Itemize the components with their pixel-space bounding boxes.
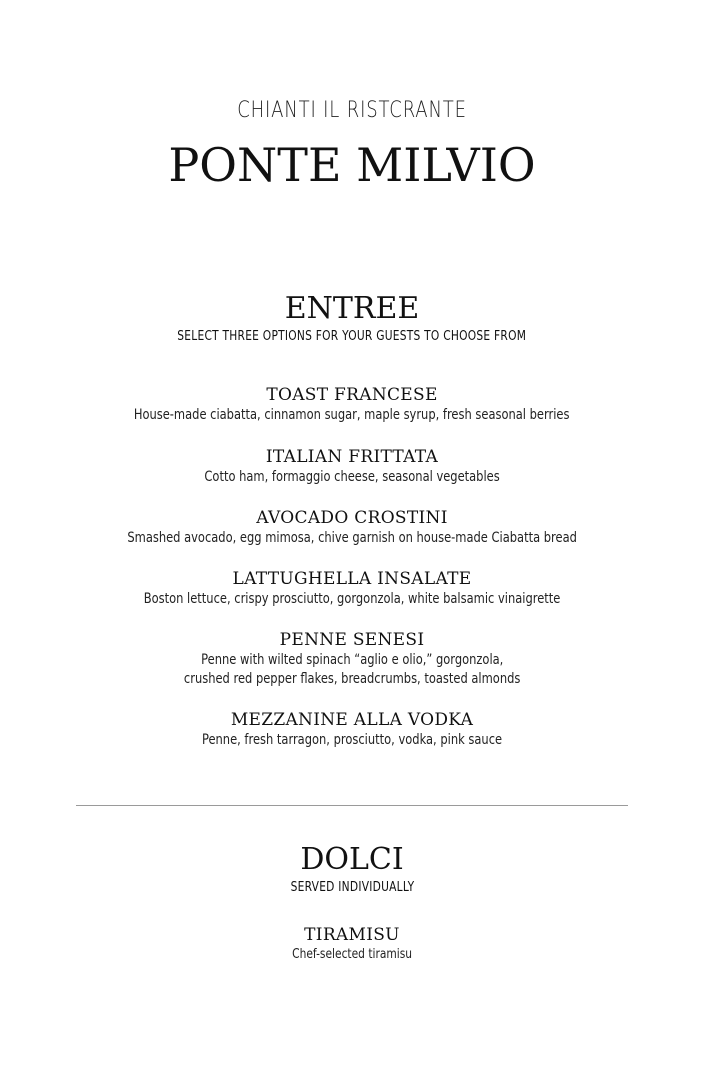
entree-note: SELECT THREE OPTIONS FOR YOUR GUESTS TO CHOOSE FROM	[177, 329, 527, 344]
menu-item-description: Penne with wilted spinach “aglio e olio,” gorgonzola,	[200, 652, 504, 668]
menu-item-description: House-made ciabatta, cinnamon sugar, maple syrup, fresh seasonal berries	[134, 407, 570, 423]
menu-item-description: crushed red pepper flakes, breadcrumbs, toasted almonds	[183, 671, 521, 687]
dolci-heading: DOLCI	[300, 842, 404, 877]
restaurant-subtitle: CHIANTI IL RISTCRANTE	[237, 98, 467, 123]
section-divider	[76, 805, 628, 806]
menu-item-name: TIRAMISU	[304, 925, 400, 945]
menu-item-name: LATTUGHELLA INSALATE	[232, 569, 472, 589]
entree-heading: ENTREE	[284, 291, 420, 326]
restaurant-title: PONTE MILVIO	[168, 138, 536, 192]
menu-item-name: ITALIAN FRITTATA	[265, 447, 439, 467]
dolci-note: SERVED INDIVIDUALLY	[290, 880, 414, 895]
menu-item-description: Penne, fresh tarragon, prosciutto, vodka, pink sauce	[201, 732, 503, 748]
menu-item-name: AVOCADO CROSTINI	[256, 508, 448, 528]
menu-item-description: Smashed avocado, egg mimosa, chive garnish on house-made Ciabatta bread	[127, 530, 577, 546]
menu-item-description: Chef-selected tiramisu	[292, 947, 412, 962]
menu-item-name: PENNE SENESI	[279, 630, 425, 650]
menu-item-description: Boston lettuce, crispy prosciutto, gorgonzola, white balsamic vinaigrette	[143, 591, 561, 607]
menu-item-name: MEZZANINE ALLA VODKA	[230, 710, 474, 730]
menu-item-description: Cotto ham, formaggio cheese, seasonal vegetables	[204, 469, 500, 485]
menu-item-name: TOAST FRANCESE	[266, 385, 438, 405]
